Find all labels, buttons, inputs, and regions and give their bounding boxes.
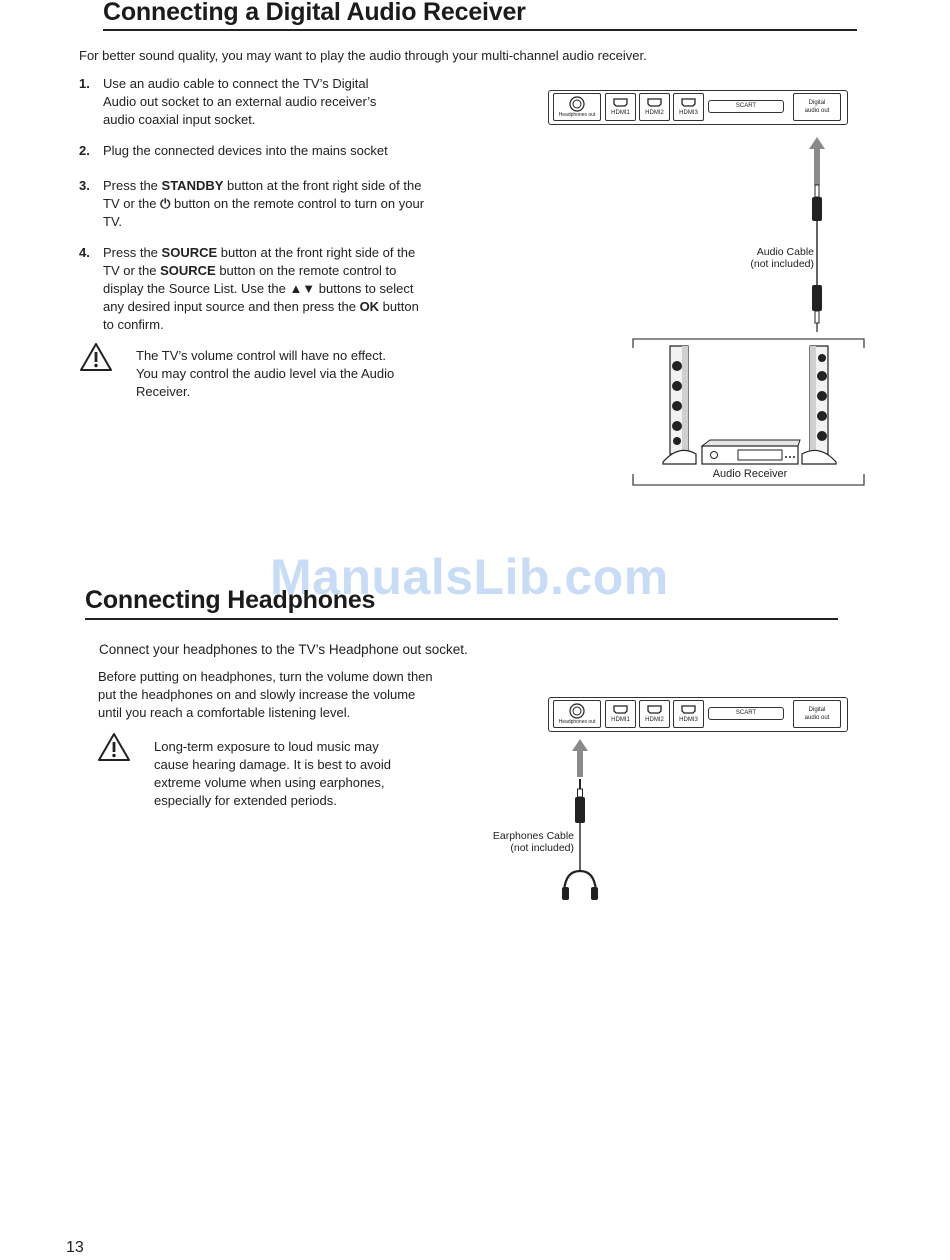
title-rule <box>103 29 857 31</box>
page-number: 13 <box>66 1239 84 1256</box>
hdmi2-port <box>639 93 670 121</box>
hdmi3-port <box>673 700 704 728</box>
step-text: Press the STANDBY button at the front right side of the TV or the ⏻ button on the remote control to turn on your TV. <box>103 178 425 229</box>
hdmi-icon <box>674 701 703 717</box>
section-title-digital-audio: Connecting a Digital Audio Receiver <box>103 0 526 26</box>
headphones-intro: Connect your headphones to the TV’s Headphone out socket. <box>99 642 468 657</box>
step-3 <box>79 177 433 231</box>
scart-port <box>708 100 784 113</box>
hdmi3-port <box>673 93 704 121</box>
digital-label: Digital <box>808 707 826 713</box>
digital-audio-out-port <box>793 700 841 728</box>
headphones-port <box>553 700 601 728</box>
ok-keyword: OK <box>359 299 380 314</box>
hdmi1-port <box>605 700 636 728</box>
hdmi-icon <box>606 701 635 717</box>
headphones-port-label: Headphones out <box>558 719 596 725</box>
audio-cable-illustration <box>795 135 839 335</box>
hdmi1-label: HDMI1 <box>611 110 630 116</box>
scart-port <box>708 707 784 720</box>
hdmi-icon <box>640 94 669 110</box>
earphones-cable-label: Earphones Cable (not included) <box>492 830 574 854</box>
up-arrow-icon <box>572 739 588 777</box>
hdmi-icon <box>606 94 635 110</box>
hdmi3-label: HDMI3 <box>679 110 698 116</box>
warning-text: The TV’s volume control will have no effect. You may control the audio level via the Audio Receiver. <box>136 348 395 399</box>
step-text: Use an audio cable to connect the TV’s Digital Audio out socket to an external audio receiver’s audio coaxial input socket. <box>103 76 377 127</box>
hdmi2-port <box>639 700 670 728</box>
hearing-warning-text: Long-term exposure to loud music may cause hearing damage. It is best to avoid extreme volume when using earphones, especially for extended periods. <box>154 739 392 808</box>
step-4 <box>79 244 433 334</box>
scart-label: SCART <box>735 103 757 109</box>
up-arrow-icon <box>809 137 825 185</box>
step-1 <box>79 75 403 129</box>
hdmi-icon <box>640 701 669 717</box>
intro-text: For better sound quality, you may want to play the audio through your multi-channel audio receiver. <box>79 48 647 63</box>
tv-connector-panel <box>548 697 848 732</box>
source-keyword: SOURCE <box>161 245 218 260</box>
up-down-arrows-icon: ▲▼ <box>289 281 316 296</box>
headphones-port-label: Headphones out <box>558 112 596 118</box>
power-icon: ⏻ <box>160 196 171 211</box>
step-text: Press the SOURCE button at the front right side of the TV or the SOURCE button on the remote control to display the Source List. Use the ▲▼ buttons to select any desired input source and then press the OK button to confirm. <box>103 245 419 332</box>
digital-label: Digital <box>808 100 826 106</box>
digital-audio-out-port <box>793 93 841 121</box>
step-number: 2. <box>79 143 90 158</box>
title-rule <box>85 618 838 620</box>
watermark: ManualsLib.com <box>270 549 669 605</box>
step-number: 1. <box>79 76 90 91</box>
step-text: Plug the connected devices into the mains socket <box>103 143 388 158</box>
hdmi2-label: HDMI2 <box>645 110 664 116</box>
receiver-box-icon <box>702 440 800 464</box>
headphones-icon <box>562 871 598 900</box>
hdmi2-label: HDMI2 <box>645 717 664 723</box>
audio-cable-label: Audio Cable (not included) <box>750 246 814 270</box>
scart-label: SCART <box>735 710 757 716</box>
warning-icon <box>79 341 113 373</box>
audio-receiver-label: Audio Receiver <box>712 468 788 480</box>
audio-out-label: audio out <box>804 108 830 114</box>
source-keyword: SOURCE <box>160 263 216 278</box>
step-number: 4. <box>79 245 90 260</box>
standby-keyword: STANDBY <box>161 178 224 193</box>
right-speaker-icon <box>802 346 836 464</box>
headphones-port <box>553 93 601 121</box>
left-speaker-icon <box>663 346 696 464</box>
tv-connector-panel <box>548 90 848 125</box>
section-title-headphones: Connecting Headphones <box>85 586 376 614</box>
audio-out-label: audio out <box>804 715 830 721</box>
headphones-body: Before putting on headphones, turn the volume down then put the headphones on and slowly increase the volume until you reach a comfortable listening level. <box>98 669 433 720</box>
hdmi1-port <box>605 93 636 121</box>
step-2 <box>79 142 433 160</box>
jack-icon <box>554 701 600 721</box>
audio-receiver-illustration <box>630 336 868 488</box>
step-number: 3. <box>79 178 90 193</box>
jack-icon <box>554 94 600 114</box>
hdmi-icon <box>674 94 703 110</box>
hdmi1-label: HDMI1 <box>611 717 630 723</box>
warning-icon <box>97 731 131 763</box>
hdmi3-label: HDMI3 <box>679 717 698 723</box>
earphones-cable-illustration <box>558 737 602 905</box>
